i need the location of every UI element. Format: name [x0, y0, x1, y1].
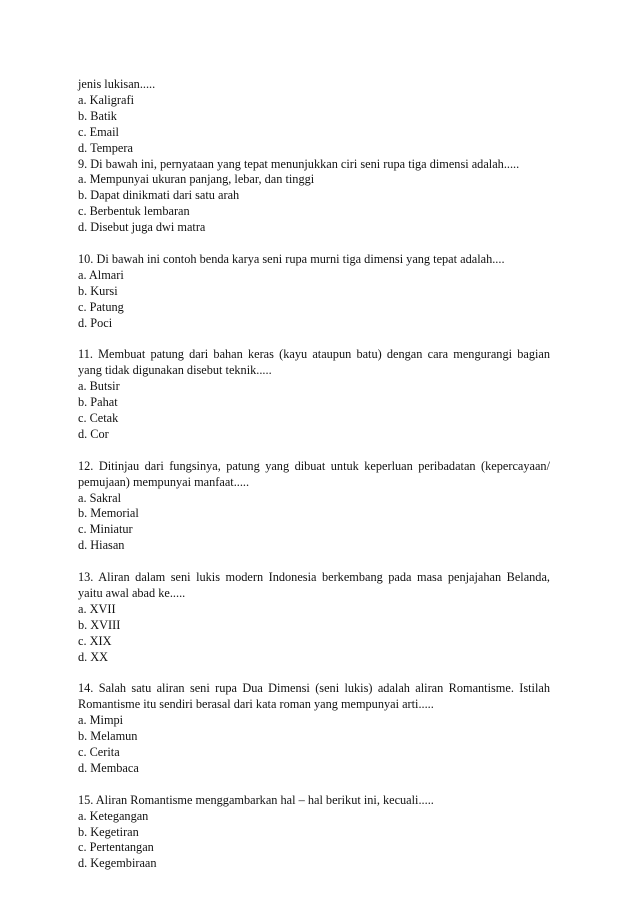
option-a: a. Kaligrafi [78, 92, 134, 107]
option-b: b. Pahat [78, 395, 118, 410]
option-b: b. Kursi [78, 283, 118, 298]
option-a: a. XVII [78, 601, 116, 616]
option-d: d. Membaca [78, 760, 139, 775]
question-10 [78, 252, 550, 332]
spacer [78, 331, 550, 347]
option-b: b. Dapat dinikmati dari satu arah [78, 188, 240, 203]
option-a: a. Mimpi [78, 713, 124, 728]
question-stem: 11. Membuat patung dari bahan keras (kayu ataupun batu) dengan cara mengurangi bagian yang tidak digunakan disebut teknik..... [78, 347, 550, 378]
option-a: a. Almari [78, 267, 124, 282]
question-11 [78, 347, 550, 442]
option-c: c. Pertentangan [78, 840, 154, 855]
option-d: d. Poci [78, 315, 113, 330]
option-c: c. Cetak [78, 411, 119, 425]
question-12 [78, 459, 550, 554]
option-d: d. Tempera [78, 140, 133, 155]
question-stem: 13. Aliran dalam seni lukis modern Indonesia berkembang pada masa penjajahan Belanda, yaitu awal abad ke..... [78, 570, 550, 600]
option-d: d. XX [78, 649, 109, 664]
question-stem: 15. Aliran Romantisme menggambarkan hal – hal berikut ini, kecuali..... [78, 792, 434, 807]
option-b: b. Batik [78, 108, 117, 123]
question-stem: 10. Di bawah ini contoh benda karya seni rupa murni tiga dimensi yang tepat adalah.... [78, 251, 505, 266]
option-b: b. Melamun [78, 729, 138, 744]
option-b: b. Memorial [78, 506, 139, 521]
spacer [78, 777, 550, 793]
option-c: c. Miniatur [78, 522, 133, 537]
spacer [78, 665, 550, 681]
question-9 [78, 157, 550, 237]
option-a: a. Mempunyai ukuran panjang, lebar, dan tinggi [78, 172, 315, 187]
option-c: c. XIX [78, 633, 112, 648]
option-c: c. Cerita [78, 744, 120, 759]
option-a: a. Butsir [78, 379, 120, 394]
option-d: d. Kegembiraan [78, 856, 157, 871]
option-a: a. Ketegangan [78, 808, 149, 823]
question-15 [78, 793, 550, 873]
spacer [78, 236, 550, 252]
question-intro [78, 77, 550, 157]
spacer [78, 554, 550, 570]
option-b: b. Kegetiran [78, 824, 139, 839]
option-d: d. Hiasan [78, 538, 125, 553]
question-stem: jenis lukisan..... [78, 77, 156, 91]
question-stem: 12. Ditinjau dari fungsinya, patung yang dibuat untuk keperluan peribadatan (kepercayaan/ pemujaan) mempunyai manfaat..... [78, 458, 550, 489]
option-d: d. Disebut juga dwi matra [78, 220, 206, 235]
question-14 [78, 681, 550, 776]
question-stem: 9. Di bawah ini, pernyataan yang tepat menunjukkan ciri seni rupa tiga dimensi adalah..... [78, 156, 520, 171]
option-a: a. Sakral [78, 490, 122, 505]
option-b: b. XVIII [78, 617, 121, 632]
spacer [78, 443, 550, 459]
option-c: c. Patung [78, 299, 124, 314]
question-13 [78, 570, 550, 665]
question-stem: 14. Salah satu aliran seni rupa Dua Dimensi (seni lukis) adalah aliran Romantisme. Istilah Romantisme itu sendiri berasal dari kata roman yang mempunyai arti..... [78, 681, 550, 712]
option-c: c. Berbentuk lembaran [78, 204, 190, 219]
option-c: c. Email [78, 124, 119, 139]
option-d: d. Cor [78, 426, 109, 441]
quiz-text [78, 77, 550, 872]
